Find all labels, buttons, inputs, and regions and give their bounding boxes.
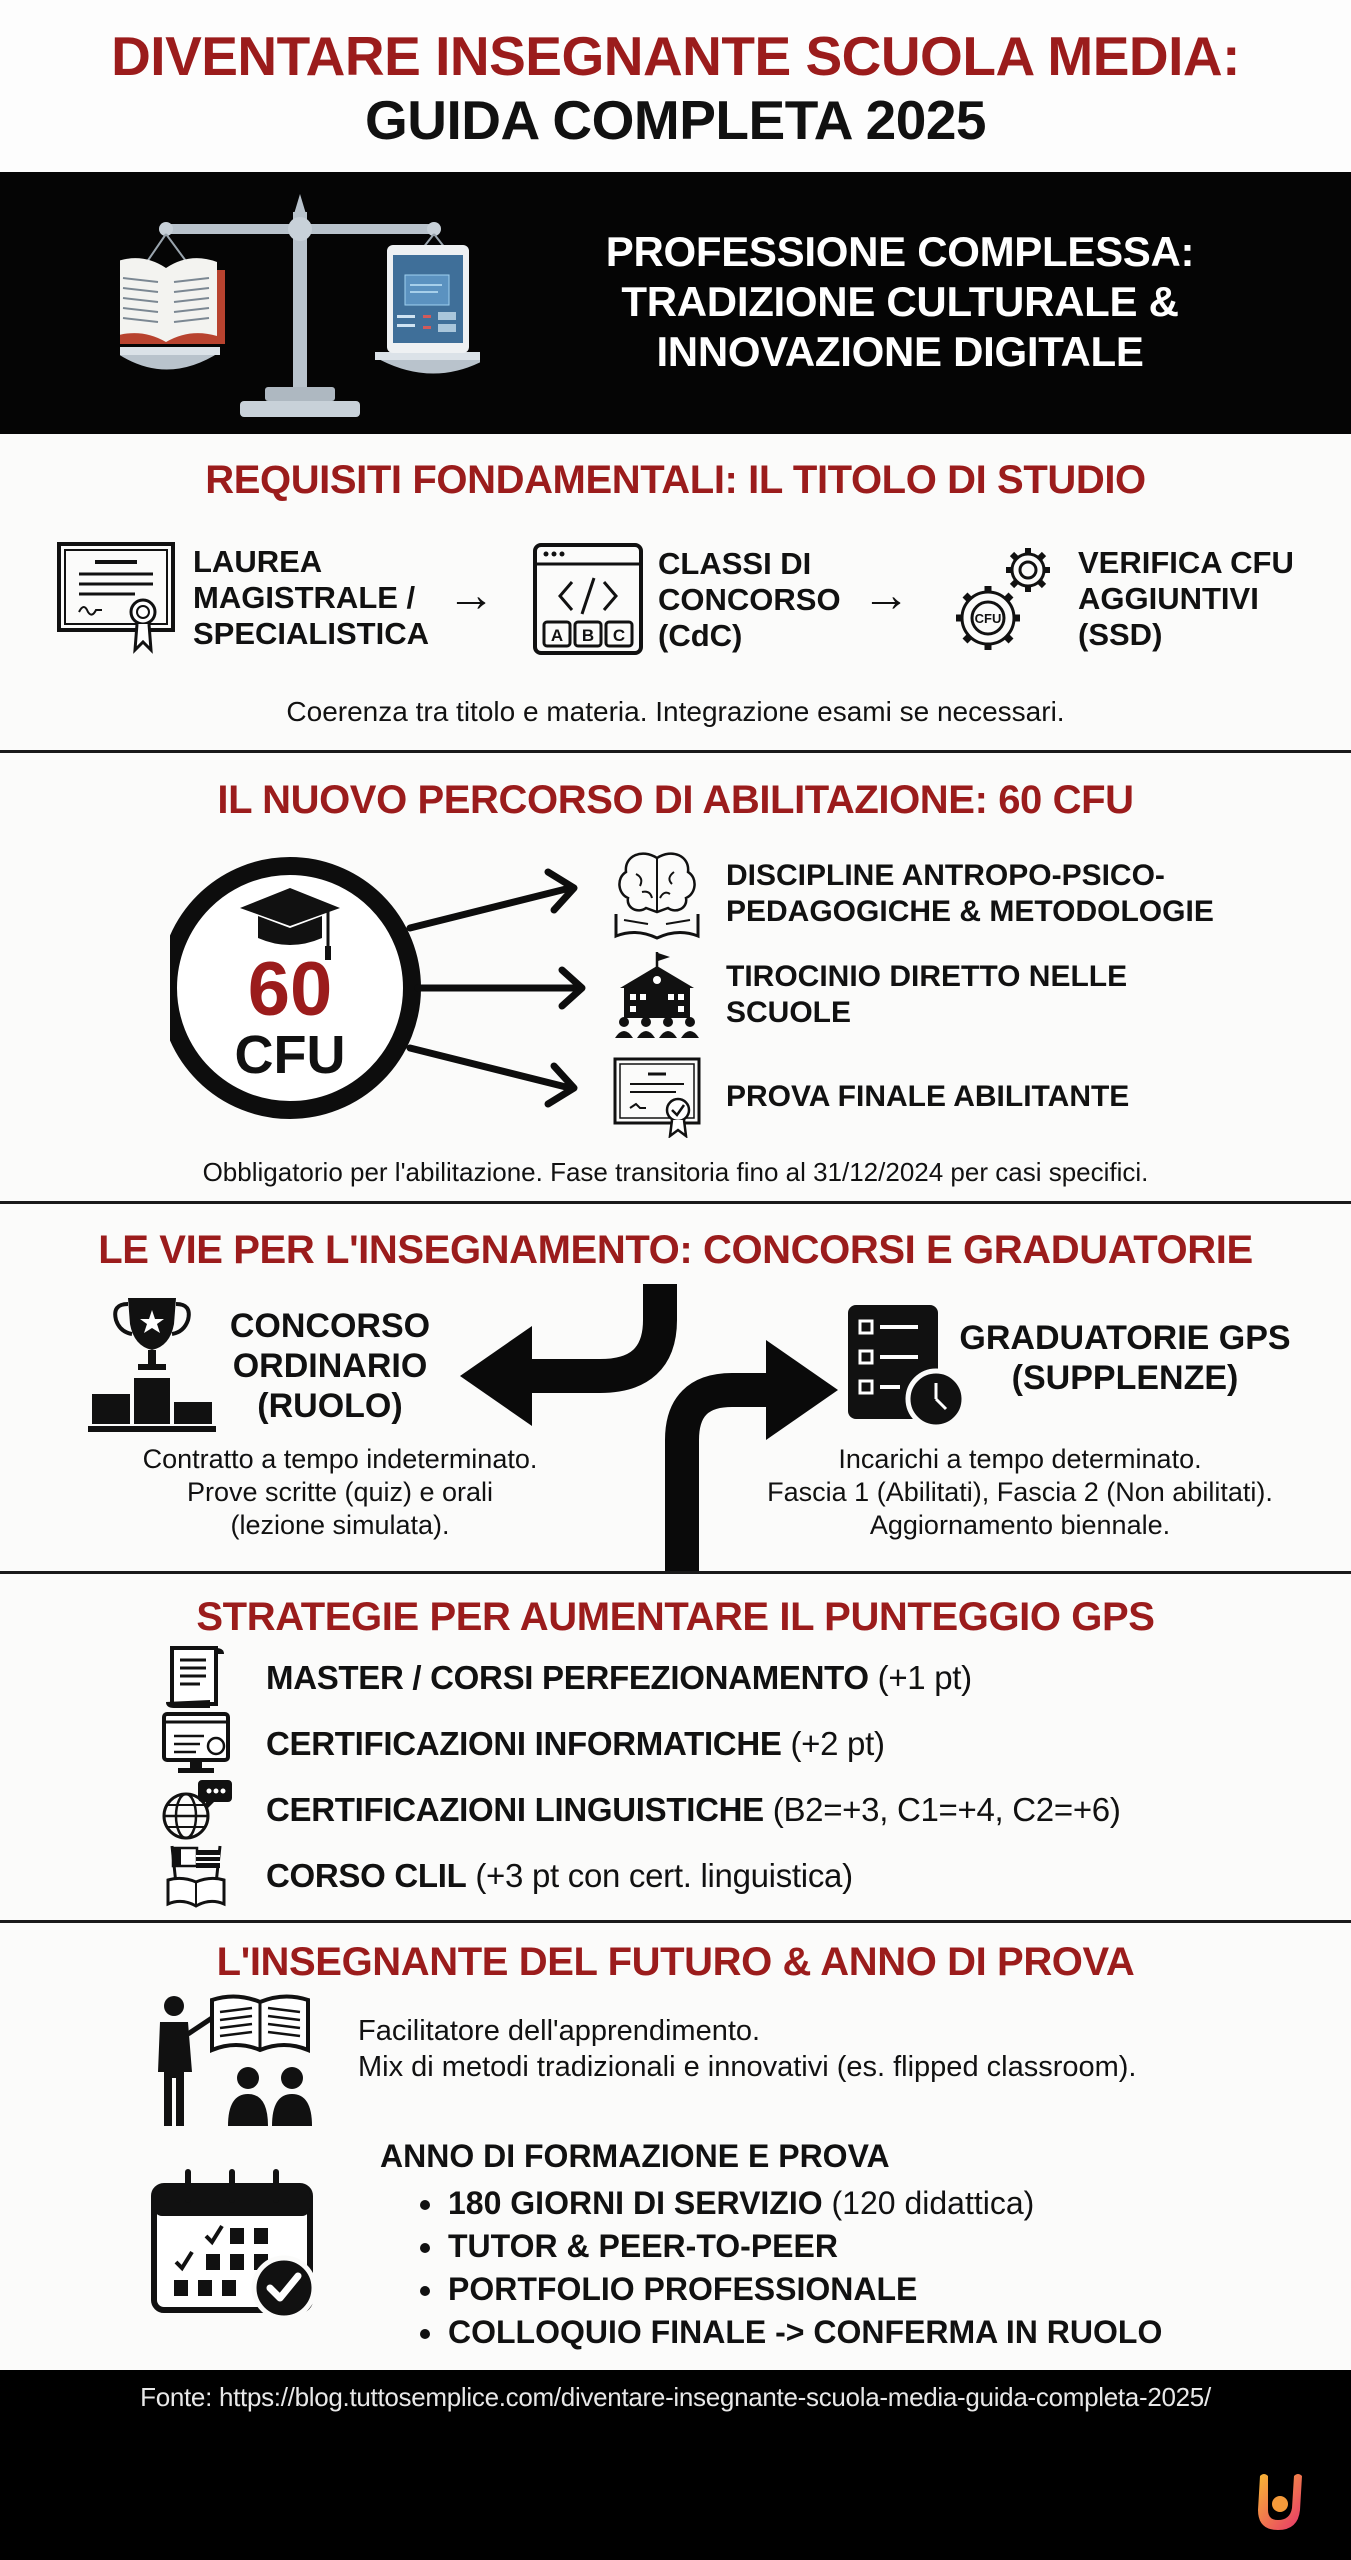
- banner-line-2: TRADIZIONE CULTURALE &: [621, 278, 1179, 325]
- cfu-item-prova-label: PROVA FINALE ABILITANTE: [726, 1080, 1130, 1113]
- brain-book-icon: [612, 848, 702, 940]
- section-title-strategie: STRATEGIE PER AUMENTARE IL PUNTEGGIO GPS: [196, 1595, 1155, 1639]
- scroll-diploma-icon: [160, 1646, 232, 1710]
- prova-list: [420, 2182, 1162, 2354]
- strategy-item-linguistica: [160, 1778, 1121, 1842]
- code-window-abc-icon: [532, 542, 644, 657]
- strategy-item-linguistica-text: CERTIFICAZIONI LINGUISTICHE (B2=+3, C1=+4, C2=+6): [266, 1791, 1121, 1828]
- futuro-description: Facilitatore dell'apprendimento. Mix di metodi tradizionali e innovativi (es. flipped classroom).: [358, 2015, 1137, 2083]
- path-gps-desc: Incarichi a tempo determinato. Fascia 1 (Abilitati), Fascia 2 (Non abilitati). Aggiornamento biennale.: [767, 1444, 1273, 1540]
- globe-speech-icon: [160, 1778, 232, 1842]
- section-title-abilitazione: IL NUOVO PERCORSO DI ABILITAZIONE: 60 CFU: [217, 778, 1134, 822]
- strategy-item-informatica: [160, 1712, 885, 1776]
- svg-text:CFU: CFU: [974, 611, 1002, 626]
- arrow-right-icon: →: [447, 569, 495, 622]
- step-verifica-cfu: [948, 540, 1294, 658]
- intro-banner: [0, 172, 1351, 434]
- cfu-item-prova-finale: [612, 1056, 1129, 1138]
- diploma-certificate-icon: [55, 540, 177, 655]
- trophy-podium-icon: [88, 1298, 216, 1432]
- gears-cfu-icon: [948, 540, 1060, 658]
- page-title-line2: GUIDA COMPLETA 2025: [364, 89, 987, 151]
- cfu-badge-unit: CFU: [234, 1025, 346, 1085]
- requisiti-caption: Coerenza tra titolo e materia. Integrazione esami se necessari.: [286, 696, 1065, 727]
- step-laurea: [55, 540, 429, 655]
- flags-book-icon: [160, 1844, 232, 1908]
- banner-text: [520, 227, 1280, 377]
- calendar-check-icon: [150, 2166, 322, 2322]
- brand-logo-icon[interactable]: [1250, 2470, 1310, 2534]
- page-header: [0, 0, 1351, 172]
- cfu-item-discipline-label: DISCIPLINE ANTROPO-PSICO- PEDAGOGICHE & METODOLOGIE: [726, 859, 1214, 928]
- balance-scale-book-tablet-icon: [120, 182, 480, 430]
- section-divider: [0, 750, 1351, 753]
- path-concorso-title: CONCORSO ORDINARIO (RUOLO): [229, 1307, 431, 1425]
- teacher-board-students-icon: [152, 1994, 320, 2130]
- section-divider: [0, 1201, 1351, 1204]
- source-link[interactable]: Fonte: https://blog.tuttosemplice.com/diventare-insegnante-scuola-media-guida-completa-2025/: [140, 2382, 1211, 2412]
- strategy-item-clil-text: CORSO CLIL (+3 pt con cert. linguistica): [266, 1857, 853, 1894]
- section-divider: [0, 1920, 1351, 1923]
- certificate-check-icon: [612, 1056, 702, 1138]
- path-concorso-desc: Contratto a tempo indeterminato. Prove scritte (quiz) e orali (lezione simulata).: [142, 1444, 538, 1540]
- abilitazione-caption: Obbligatorio per l'abilitazione. Fase transitoria fino al 31/12/2024 per casi specifici.: [202, 1157, 1149, 1187]
- school-building-students-icon: [612, 952, 702, 1038]
- section-title-vie: LE VIE PER L'INSEGNAMENTO: CONCORSI E GRADUATORIE: [98, 1228, 1253, 1272]
- footer: [0, 2370, 1351, 2560]
- svg-text:C: C: [612, 626, 626, 645]
- prova-item: COLLOQUIO FINALE -> CONFERMA IN RUOLO: [420, 2311, 1162, 2354]
- prova-item: TUTOR & PEER-TO-PEER: [420, 2225, 1162, 2268]
- section-title-requisiti: REQUISITI FONDAMENTALI: IL TITOLO DI STUDIO: [205, 458, 1146, 502]
- path-gps-title: GRADUATORIE GPS (SUPPLENZE): [959, 1319, 1291, 1397]
- strategy-item-informatica-text: CERTIFICAZIONI INFORMATICHE (+2 pt): [266, 1725, 885, 1762]
- step-verifica-label: VERIFICA CFU AGGIUNTIVI (SSD): [1078, 545, 1294, 652]
- prova-title: ANNO DI FORMAZIONE E PROVA: [380, 2138, 890, 2174]
- strategy-item-master: [160, 1646, 972, 1710]
- cfu-item-tirocinio-label: TIROCINIO DIRETTO NELLE SCUOLE: [726, 960, 1128, 1029]
- banner-line-1: PROFESSIONE COMPLESSA:: [605, 228, 1195, 275]
- cfu-item-tirocinio: [612, 952, 1127, 1038]
- prova-item: PORTFOLIO PROFESSIONALE: [420, 2268, 1162, 2311]
- cfu-badge-number: 60: [247, 947, 333, 1032]
- step-classi-concorso: [532, 542, 841, 657]
- page-title-line1: DIVENTARE INSEGNANTE SCUOLA MEDIA:: [111, 25, 1240, 87]
- strategy-item-clil: [160, 1844, 853, 1908]
- strategy-item-master-text: MASTER / CORSI PERFEZIONAMENTO (+1 pt): [266, 1659, 972, 1696]
- arrow-right-icon: →: [862, 569, 910, 622]
- prova-item: 180 GIORNI DI SERVIZIO (120 didattica): [420, 2182, 1162, 2225]
- step-laurea-label: LAUREA MAGISTRALE / SPECIALISTICA: [193, 543, 429, 651]
- cfu-item-discipline: [612, 848, 1214, 940]
- svg-text:B: B: [581, 626, 595, 645]
- section-title-futuro: L'INSEGNANTE DEL FUTURO & ANNO DI PROVA: [216, 1940, 1135, 1984]
- svg-text:A: A: [550, 626, 564, 645]
- step-classi-label: CLASSI DI CONCORSO (CdC): [658, 545, 841, 653]
- section-divider: [0, 1571, 1351, 1574]
- computer-certificate-icon: [160, 1712, 232, 1776]
- banner-line-3: INNOVAZIONE DIGITALE: [656, 328, 1144, 375]
